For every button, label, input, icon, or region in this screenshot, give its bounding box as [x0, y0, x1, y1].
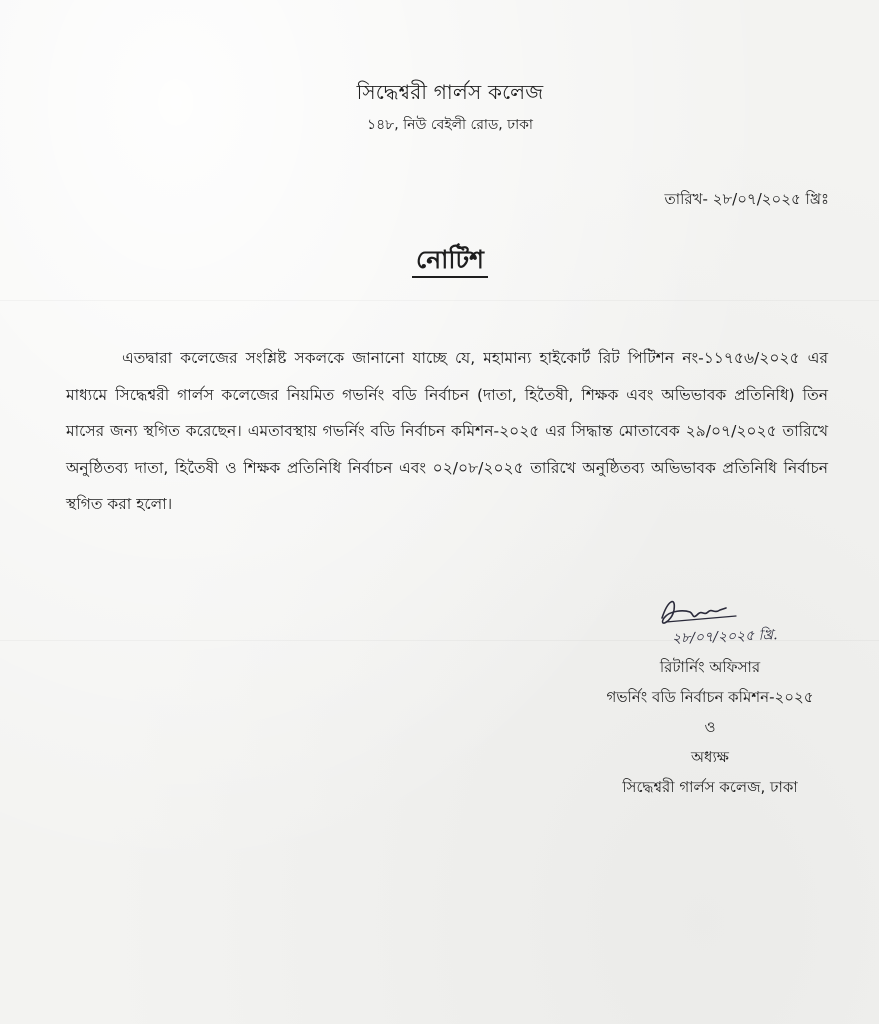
handwritten-date: ২৮/০৭/২০২৫ খ্রি. [671, 627, 778, 647]
college-address: ১৪৮, নিউ বেইলী রোড, ঢাকা [367, 117, 533, 133]
signatory-title: রিটার্নিং অফিসার [659, 658, 761, 676]
signatory-block [530, 652, 879, 802]
notice-title-wrap [0, 240, 879, 283]
signatory-commission: গভর্নিং বডি নির্বাচন কমিশন-২০২৫ [606, 688, 814, 706]
notice-body: এতদ্বারা কলেজের সংশ্লিষ্ট সকলকে জানানো যাচ্ছে যে, মহামান্য হাইকোর্ট রিট পিটিশন নং-১১৭৫৬/২০২৫ এর মাধ্যমে সিদ্ধেশ্বরী গার্লস কলেজের নিয়মিত গভর্নিং বডি নির্বাচন (দাতা, হিতৈষী, শিক্ষক এবং অভিভাবক প্রতিনিধি) তিন মাসের জন্য স্থগিত করেছেন। এমতাবস্থায় গভর্নিং বডি নির্বাচন কমিশন-২০২৫ এর সিদ্ধান্ত মোতাবেক ২৯/০৭/২০২৫ তারিখে অনুষ্ঠিতব্য দাতা, হিতৈষী ও শিক্ষক প্রতিনিধি নির্বাচন এবং ০২/০৮/২০২৫ তারিখে অনুষ্ঠিতব্য অভিভাবক প্রতিনিধি নির্বাচন স্থগিত করা হলো। [66, 349, 828, 513]
signatory-college: সিদ্ধেশ্বরী গার্লস কলেজ, ঢাকা [622, 778, 798, 796]
notice-date: তারিখ- ২৮/০৭/২০২৫ খ্রিঃ [664, 190, 829, 208]
notice-title: নোটিশ [412, 245, 488, 278]
signatory-principal: অধ্যক্ষ [691, 748, 729, 766]
paper-crease [0, 300, 879, 301]
college-name: সিদ্ধেশ্বরী গার্লস কলেজ [356, 80, 544, 104]
signatory-and: ও [704, 718, 716, 736]
